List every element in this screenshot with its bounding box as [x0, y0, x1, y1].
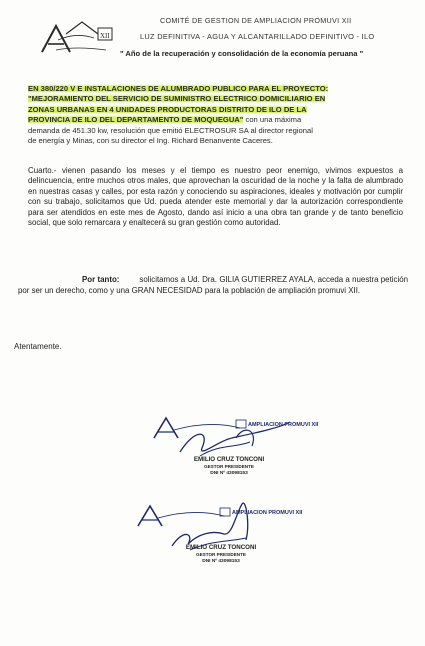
project-highlight-block	[28, 84, 388, 126]
director-line: de energía y Minas, con su director el Ing. Richard Benanvente Caceres.	[28, 136, 273, 146]
demand-line-start: con una máxima	[243, 115, 302, 125]
svg-text:XII: XII	[100, 32, 110, 40]
organization-subtitle: LUZ DEFINITIVA - AGUA Y ALCANTARILLADO DEFINITIVO - ILO	[140, 32, 375, 41]
paragraph-cuarto: Cuarto.- vienen pasando los meses y el tiempo es nuestro peor enemigo, vivimos expuestos a delincuencia, entre muchos otros males, que aprovechan la oscuridad de la noche y la falta de alumbrado en nuestras casas y calles, por esta razón y conociendo su aspiraciones, ideales y motivación por cumplir con su trabajo, solicitamos que Ud. pueda atender este memorial y dar la autorización correspondiente para ser atendidos en este mes de Agosto, dando así inicio a una obra tan grande y de tanto beneficio social, que solo remarcara y enaltecerá su gran gestión como autoridad.	[28, 166, 403, 228]
stamp-text-2: AMPLIACION PROMUVI XII	[232, 510, 303, 516]
demand-line: demanda de 451.30 kw, resolución que emitió ELECTROSUR SA al director regional	[28, 126, 313, 135]
highlight-line-4: PROVINCIA DE ILO DEL DEPARTAMENTO DE MOQUEGUA"	[28, 115, 244, 125]
closing-salutation: Atentamente.	[14, 342, 62, 351]
year-motto: " Año de la recuperación y consolidación de la economía peruana "	[120, 49, 364, 58]
signatory-1-dni: DNI Nº 43098153	[210, 470, 248, 476]
signatory-1-role: GESTOR PRESIDENTE	[204, 463, 254, 469]
highlight-line-3: ZONAS URBANAS EN 4 UNIDADES PRODUCTORAS DISTRITO DE ILO DE LA	[28, 104, 307, 114]
signatory-2-dni: DNI Nº 43098153	[202, 558, 240, 564]
highlight-line-2: "MEJORAMIENTO DEL SERVICIO DE SUMINISTRO ELECTRICO DOMICILIARIO EN	[28, 94, 326, 104]
por-tanto-text: solicitamos a Ud. Dra. GILIA GUTIERREZ AYALA, acceda a nuestra petición por ser un derecho, como y una GRAN NECESIDAD para la población de ampliación promuvi XII.	[18, 275, 408, 295]
paragraph-por-tanto	[18, 275, 408, 297]
signatory-1-name: EMILIO CRUZ TONCONI	[193, 456, 265, 463]
stamp-text-1: AMPLIACION PROMUVI XII	[248, 422, 319, 428]
organization-title: COMITÉ DE GESTION DE AMPLIACION PROMUVI XII	[160, 16, 352, 25]
organization-logo	[36, 14, 120, 58]
signatory-2	[146, 545, 296, 565]
signatory-1	[154, 457, 304, 477]
signatory-2-role: GESTOR PRESIDENTE	[196, 551, 246, 557]
signatory-2-name: EMILIO CRUZ TONCONI	[185, 544, 257, 551]
highlight-line-1: EN 380/220 V E INSTALACIONES DE ALUMBRADO PUBLICO PARA EL PROYECTO:	[28, 84, 329, 93]
por-tanto-label: Por tanto:	[82, 275, 120, 284]
demand-details	[28, 126, 393, 147]
